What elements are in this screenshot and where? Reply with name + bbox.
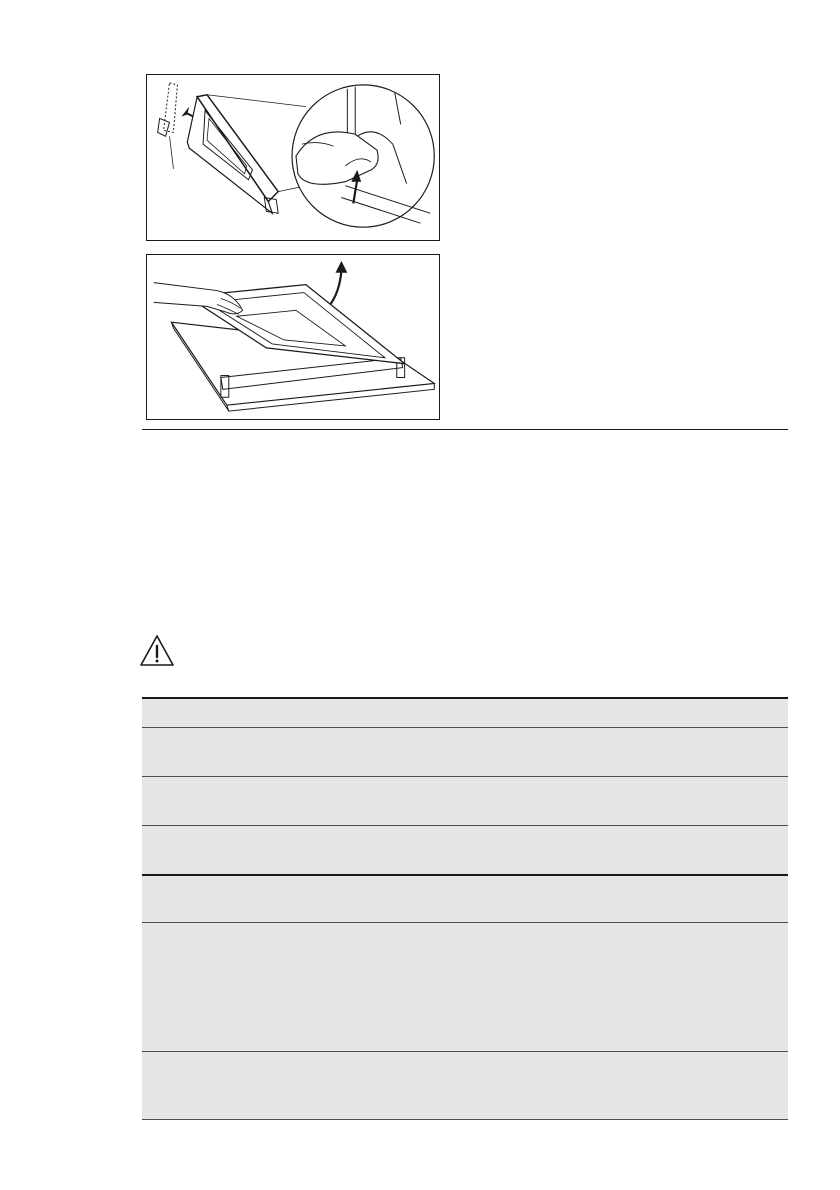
door-glass-release-figure — [146, 74, 440, 241]
section-divider — [142, 429, 788, 430]
troubleshooting-table — [142, 697, 788, 1120]
warning-triangle-icon — [138, 633, 176, 669]
door-glass-lift-figure — [146, 254, 440, 420]
table-row — [142, 776, 788, 825]
table-row — [142, 922, 788, 1051]
table-row — [142, 874, 788, 922]
table-header-row — [142, 697, 788, 727]
door-glass-release-illustration — [147, 75, 439, 240]
table-row — [142, 1051, 788, 1119]
table-bottom-rule — [142, 1119, 788, 1120]
table-row — [142, 727, 788, 776]
door-glass-lift-illustration — [147, 255, 439, 419]
table-row — [142, 825, 788, 874]
